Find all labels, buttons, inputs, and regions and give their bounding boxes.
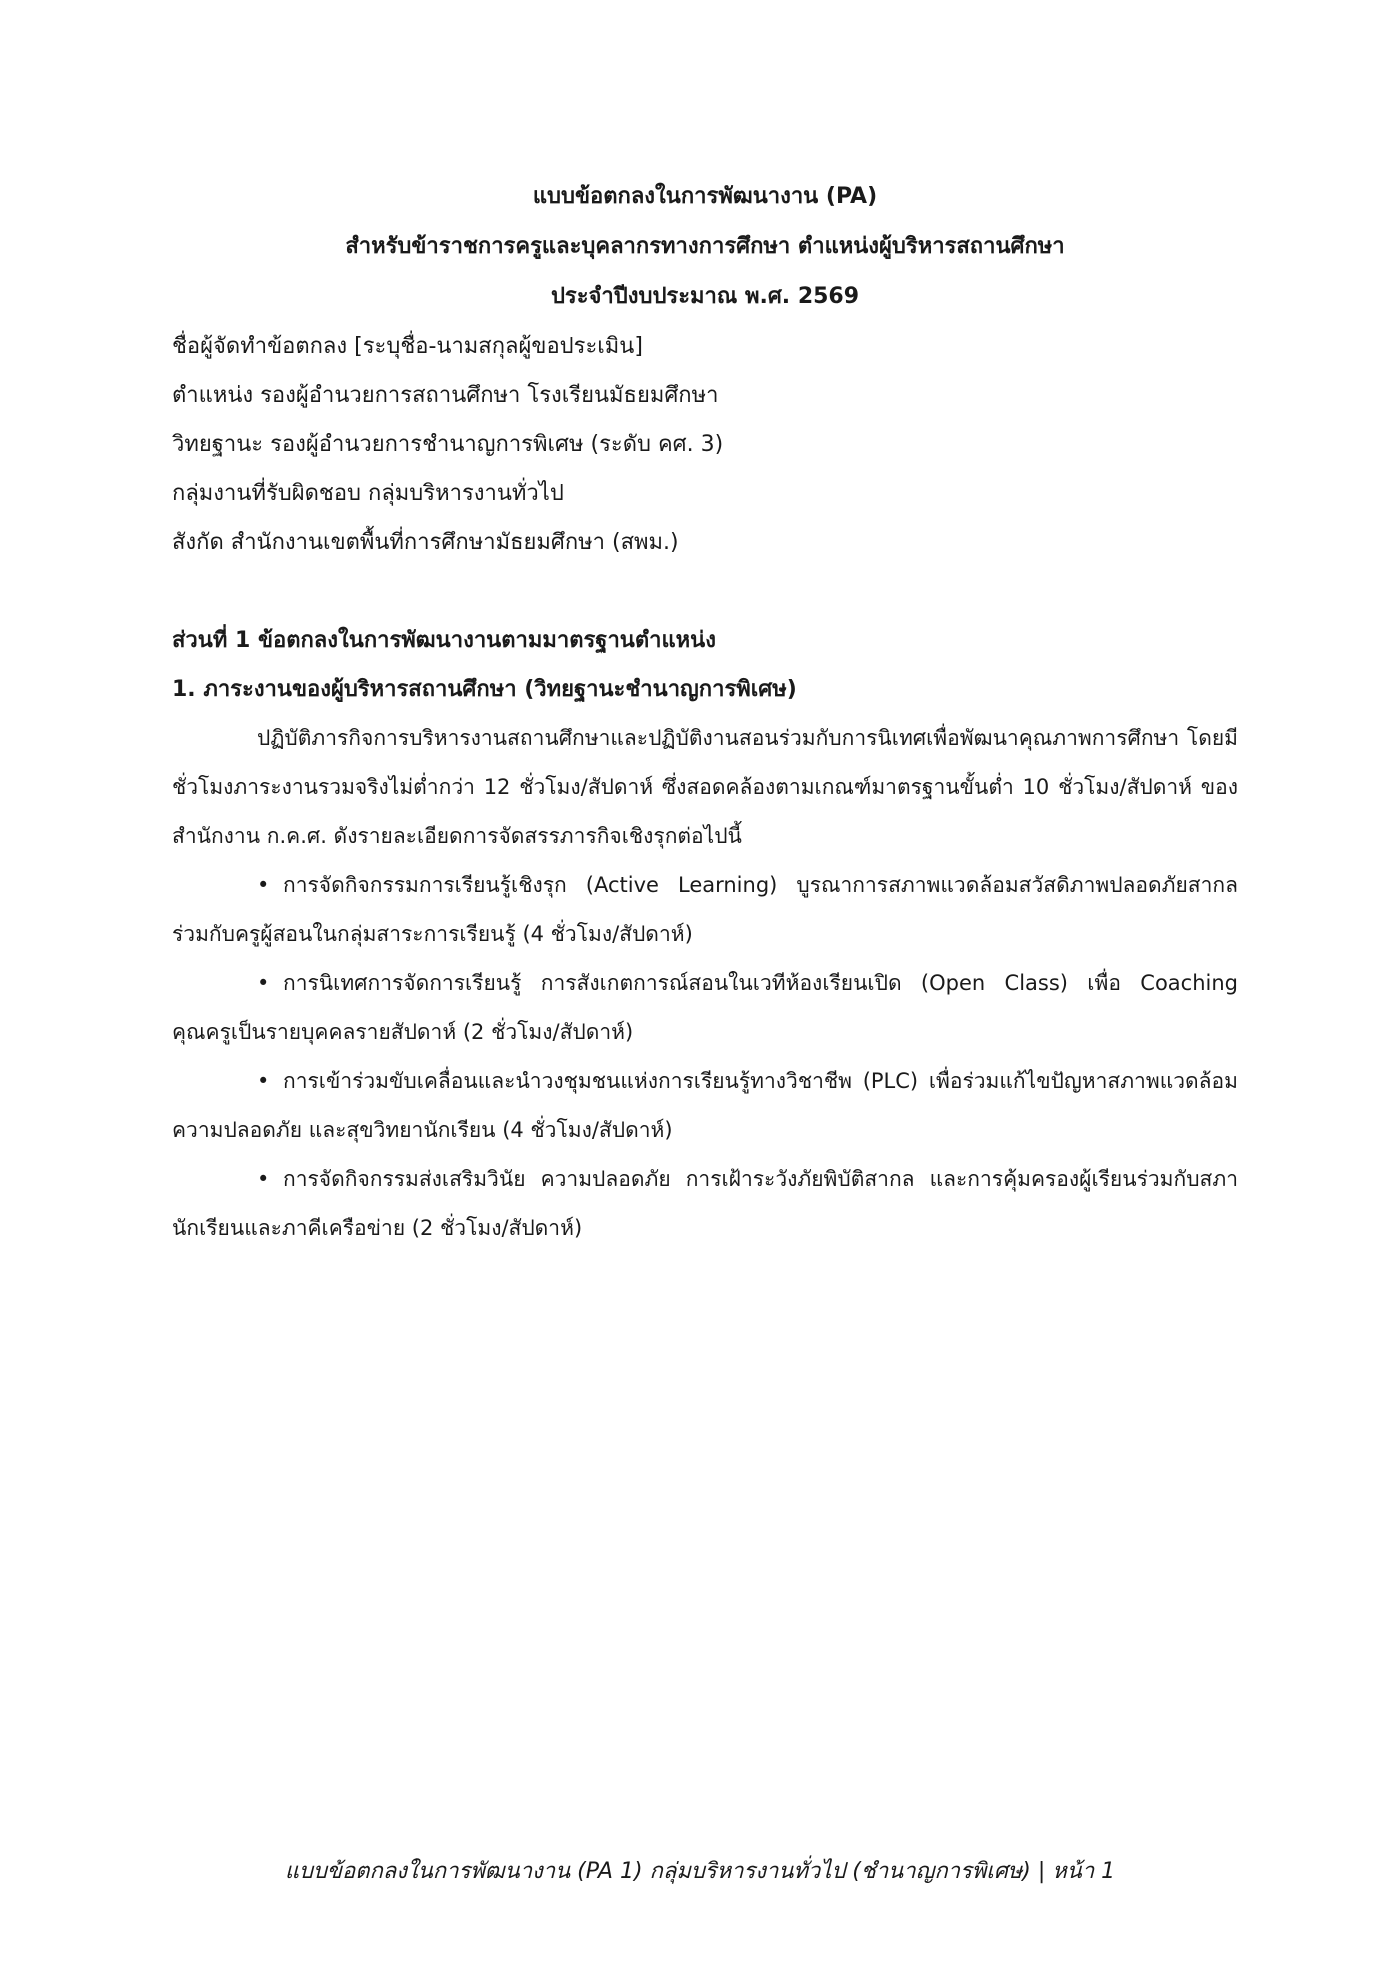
document-title-line-1: แบบข้อตกลงในการพัฒนางาน (PA) — [532, 184, 878, 209]
bullet-item-4 — [172, 1155, 1238, 1253]
info-group: กลุ่มงานที่รับผิดชอบ กลุ่มบริหารงานทั่วไป — [172, 481, 564, 506]
document-page — [172, 172, 1238, 1253]
bullet-text: การเข้าร่วมขับเคลื่อนและนำวงชุมชนแห่งการเรียนรู้ทางวิชาชีพ (PLC) เพื่อร่วมแก้ไขปัญหาสภาพแวดล้อม ความปลอดภัย และสุขวิทยานักเรียน (4 ชั่วโมง/สัปดาห์) — [172, 1069, 1238, 1142]
intro-paragraph: ปฏิบัติภารกิจการบริหารงานสถานศึกษาและปฏิบัติงานสอนร่วมกับการนิเทศเพื่อพัฒนาคุณภาพการศึกษา โดยมีชั่วโมงภาระงานรวมจริงไม่ต่ำกว่า 12 ชั่วโมง/สัปดาห์ ซึ่งสอดคล้องตามเกณฑ์มาตรฐานขั้นต่ำ 10 ชั่วโมง/สัปดาห์ ของสำนักงาน ก.ค.ศ. ดังรายละเอียดการจัดสรรภารกิจเชิงรุกต่อไปนี้ — [172, 726, 1238, 848]
bullet-item-3 — [172, 1057, 1238, 1155]
bullet-icon: • — [257, 873, 270, 897]
info-position: ตำแหน่ง รองผู้อำนวยการสถานศึกษา โรงเรียนมัธยมศึกษา — [172, 383, 719, 408]
bullet-text: การนิเทศการจัดการเรียนรู้ การสังเกตการณ์สอนในเวทีห้องเรียนเปิด (Open Class) เพื่อ Coaching คุณครูเป็นรายบุคคลรายสัปดาห์ (2 ชั่วโมง/สัปดาห์) — [172, 971, 1238, 1044]
bullet-text: การจัดกิจกรรมส่งเสริมวินัย ความปลอดภัย การเฝ้าระวังภัยพิบัติสากล และการคุ้มครองผู้เรียนร่วมกับสภานักเรียนและภาคีเครือข่าย (2 ชั่วโมง/สัปดาห์) — [172, 1167, 1238, 1240]
info-affiliation: สังกัด สำนักงานเขตพื้นที่การศึกษามัธยมศึกษา (สพม.) — [172, 530, 679, 555]
blank-line — [172, 567, 1238, 616]
bullet-icon: • — [257, 1069, 270, 1093]
section-heading: ส่วนที่ 1 ข้อตกลงในการพัฒนางานตามมาตรฐานตำแหน่ง — [172, 628, 716, 653]
bullet-item-2 — [172, 959, 1238, 1057]
bullet-icon: • — [257, 971, 270, 995]
bullet-icon: • — [257, 1167, 270, 1191]
document-title-line-2: สำหรับข้าราชการครูและบุคลากรทางการศึกษา ตำแหน่งผู้บริหารสถานศึกษา — [345, 234, 1065, 259]
document-title-line-3: ประจำปีงบประมาณ พ.ศ. 2569 — [550, 284, 860, 309]
bullet-item-1 — [172, 861, 1238, 959]
page-footer: แบบข้อตกลงในการพัฒนางาน (PA 1) กลุ่มบริหารงานทั่วไป (ชำนาญการพิเศษ) | หน้า 1 — [284, 1859, 1116, 1884]
section-subheading: 1. ภาระงานของผู้บริหารสถานศึกษา (วิทยฐานะชำนาญการพิเศษ) — [172, 677, 797, 702]
info-rank: วิทยฐานะ รองผู้อำนวยการชำนาญการพิเศษ (ระดับ คศ. 3) — [172, 432, 724, 457]
info-name: ชื่อผู้จัดทำข้อตกลง [ระบุชื่อ-นามสกุลผู้ขอประเมิน] — [172, 334, 643, 359]
bullet-text: การจัดกิจกรรมการเรียนรู้เชิงรุก (Active Learning) บูรณาการสภาพแวดล้อมสวัสดิภาพปลอดภัยสากล ร่วมกับครูผู้สอนในกลุ่มสาระการเรียนรู้ (4 ชั่วโมง/สัปดาห์) — [172, 873, 1238, 946]
